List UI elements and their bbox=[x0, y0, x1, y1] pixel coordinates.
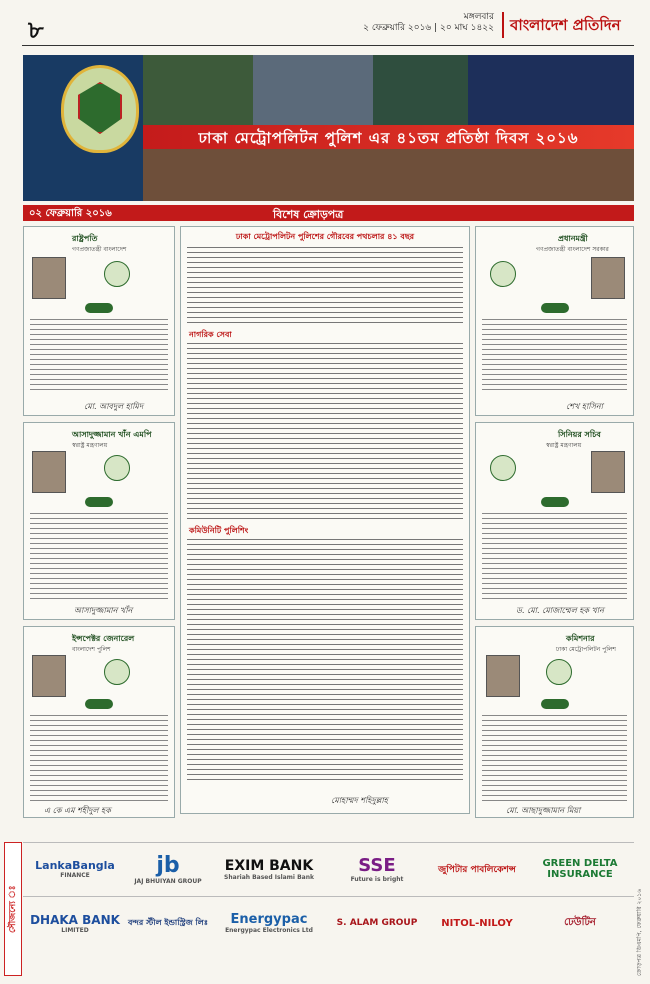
left-column bbox=[23, 226, 175, 826]
ad-subtitle: FINANCE bbox=[60, 872, 90, 879]
ad-jb bbox=[127, 847, 209, 891]
message-home-minister bbox=[23, 422, 175, 620]
ad-title: EXIM BANK bbox=[224, 857, 314, 874]
banner-photo-parade bbox=[373, 55, 468, 125]
message-role: আসাদুজ্জামান খাঁন এমপি bbox=[72, 430, 152, 439]
message-badge bbox=[85, 303, 113, 313]
message-badge bbox=[541, 699, 569, 709]
center-article bbox=[180, 226, 470, 814]
date-line bbox=[363, 12, 494, 34]
ad-dhaka-bank bbox=[29, 901, 121, 945]
message-senior-secretary bbox=[475, 422, 634, 620]
portrait-photo bbox=[32, 257, 66, 299]
article-section-heading: নাগরিক সেবা bbox=[189, 330, 232, 339]
ad-subtitle: Energypac Electronics Ltd bbox=[225, 927, 313, 934]
message-prime-minister bbox=[475, 226, 634, 416]
ad-lankabangla bbox=[29, 847, 121, 891]
message-signature: মো. আছাদুজ্জামান মিয়া bbox=[506, 806, 581, 815]
ad-nitol-niloy: NITOL-NILOY bbox=[441, 917, 513, 929]
article-signature: মোহাম্মদ শহিদুল্লাহ bbox=[331, 796, 388, 805]
portrait-photo bbox=[591, 257, 625, 299]
message-president bbox=[23, 226, 175, 416]
ad-title: SSE bbox=[358, 855, 396, 876]
message-body bbox=[30, 317, 168, 393]
message-role: প্রধানমন্ত্রী bbox=[558, 234, 588, 243]
supplement-bar bbox=[23, 205, 634, 221]
supplement-date: ০২ ফেব্রুয়ারি ২০১৬ bbox=[29, 208, 112, 219]
ministry-seal-icon bbox=[104, 455, 130, 481]
article-heading: ঢাকা মেট্রোপলিটন পুলিশের গৌরবের পথচলার ৪১ বছর bbox=[235, 232, 415, 241]
message-role: ইন্সপেক্টর জেনারেল bbox=[72, 634, 135, 643]
ad-s-alam: S. ALAM GROUP bbox=[336, 918, 418, 928]
article-section-heading: কমিউনিটি পুলিশিং bbox=[189, 526, 249, 535]
portrait-photo bbox=[591, 451, 625, 493]
message-signature: আসাদুজ্জামান খাঁন bbox=[74, 606, 133, 615]
article-body bbox=[187, 341, 463, 521]
ad-row-1 bbox=[23, 842, 634, 894]
ad-subtitle: Shariah Based Islami Bank bbox=[224, 873, 314, 881]
ad-green-delta: GREEN DELTA INSURANCE bbox=[542, 858, 618, 880]
message-igp bbox=[23, 626, 175, 818]
banner-title: ঢাকা মেট্রোপলিটন পুলিশ এর ৪১তম প্রতিষ্ঠা দিবস ২০১৬ bbox=[198, 129, 579, 147]
portrait-photo bbox=[486, 655, 520, 697]
message-signature: শেখ হাসিনা bbox=[566, 402, 603, 411]
ministry-seal-icon bbox=[490, 455, 516, 481]
message-badge bbox=[541, 497, 569, 507]
message-body bbox=[482, 317, 627, 393]
message-sub: স্বরাষ্ট্র মন্ত্রণালয় bbox=[546, 442, 582, 449]
message-role: রাষ্ট্রপতি bbox=[72, 234, 98, 243]
date-label: ২ ফেব্রুয়ারি ২০১৬ | ২০ মাঘ ১৪২২ bbox=[363, 23, 494, 33]
banner bbox=[23, 55, 634, 201]
message-role: কমিশনার bbox=[566, 634, 595, 643]
message-signature: ড. মো. মোজাম্মেল হক খান bbox=[516, 606, 604, 615]
masthead: বাংলাদেশ প্রতিদিন bbox=[502, 12, 632, 38]
page-credit: ক্রোড়পত্র ডিএমপি, ফেব্রুয়ারি ২০১৬ bbox=[636, 888, 643, 976]
dmp-emblem bbox=[61, 65, 139, 153]
banner-photo-crowd bbox=[143, 149, 634, 201]
message-commissioner bbox=[475, 626, 634, 818]
state-seal-icon bbox=[104, 261, 130, 287]
banner-photo-car bbox=[468, 55, 634, 125]
ad-title: jb bbox=[156, 853, 180, 878]
center-column bbox=[180, 226, 470, 826]
state-seal-icon bbox=[490, 261, 516, 287]
message-role: সিনিয়র সচিব bbox=[558, 430, 601, 439]
police-seal-icon bbox=[104, 659, 130, 685]
day-label: মঙ্গলবার bbox=[463, 12, 494, 22]
article-body bbox=[187, 245, 463, 325]
message-sub: স্বরাষ্ট্র মন্ত্রণালয় bbox=[72, 442, 108, 449]
emblem-shield-icon bbox=[78, 82, 122, 134]
message-body bbox=[482, 511, 627, 599]
ad-exim bbox=[215, 847, 323, 891]
page-header bbox=[22, 6, 634, 46]
message-signature: এ কে এম শহীদুল হক bbox=[44, 806, 111, 815]
message-body bbox=[30, 713, 168, 801]
message-sub: গণপ্রজাতন্ত্রী বাংলাদেশ সরকার bbox=[536, 246, 609, 253]
ad-tin: ঢেউটিন bbox=[564, 916, 596, 928]
message-body bbox=[30, 511, 168, 599]
portrait-photo bbox=[32, 451, 66, 493]
ad-subtitle: JAJ BHUIYAN GROUP bbox=[134, 878, 202, 885]
ad-title: LankaBangla bbox=[35, 859, 115, 872]
supplement-title: বিশেষ ক্রোড়পত্র bbox=[273, 208, 344, 221]
banner-photo-stage bbox=[253, 55, 373, 125]
message-signature: মো. আবদুল হামিদ bbox=[84, 402, 144, 411]
ad-energypac bbox=[215, 901, 323, 945]
banner-title-band bbox=[143, 125, 634, 149]
message-badge bbox=[85, 699, 113, 709]
ad-title: DHAKA BANK bbox=[30, 912, 120, 927]
portrait-photo bbox=[32, 655, 66, 697]
message-sub: গণপ্রজাতন্ত্রী বাংলাদেশ bbox=[72, 246, 127, 253]
banner-photo-flag bbox=[143, 55, 253, 125]
ad-subtitle: LIMITED bbox=[61, 926, 89, 934]
message-badge bbox=[85, 497, 113, 507]
sponsor-tag: সৌজন্যে ঃ bbox=[4, 842, 22, 976]
ad-subtitle: Future is bright bbox=[350, 876, 404, 883]
message-sub: ঢাকা মেট্রোপলিটন পুলিশ bbox=[556, 646, 616, 653]
page-number: ৮ bbox=[28, 15, 44, 44]
ad-row-2 bbox=[23, 896, 634, 976]
message-badge bbox=[541, 303, 569, 313]
ad-sse bbox=[329, 847, 425, 891]
message-body bbox=[482, 713, 627, 801]
message-sub: বাংলাদেশ পুলিশ bbox=[72, 646, 111, 653]
ad-bondor-steel: বন্দর স্টীল ইন্ডাস্ট্রিজ লিঃ bbox=[127, 917, 209, 927]
ad-jupiter: জুপিটার পাবলিকেশন্স bbox=[438, 864, 516, 875]
police-seal-icon bbox=[546, 659, 572, 685]
ad-title: Energypac bbox=[230, 912, 308, 927]
right-column bbox=[475, 226, 634, 826]
article-body bbox=[187, 537, 463, 783]
